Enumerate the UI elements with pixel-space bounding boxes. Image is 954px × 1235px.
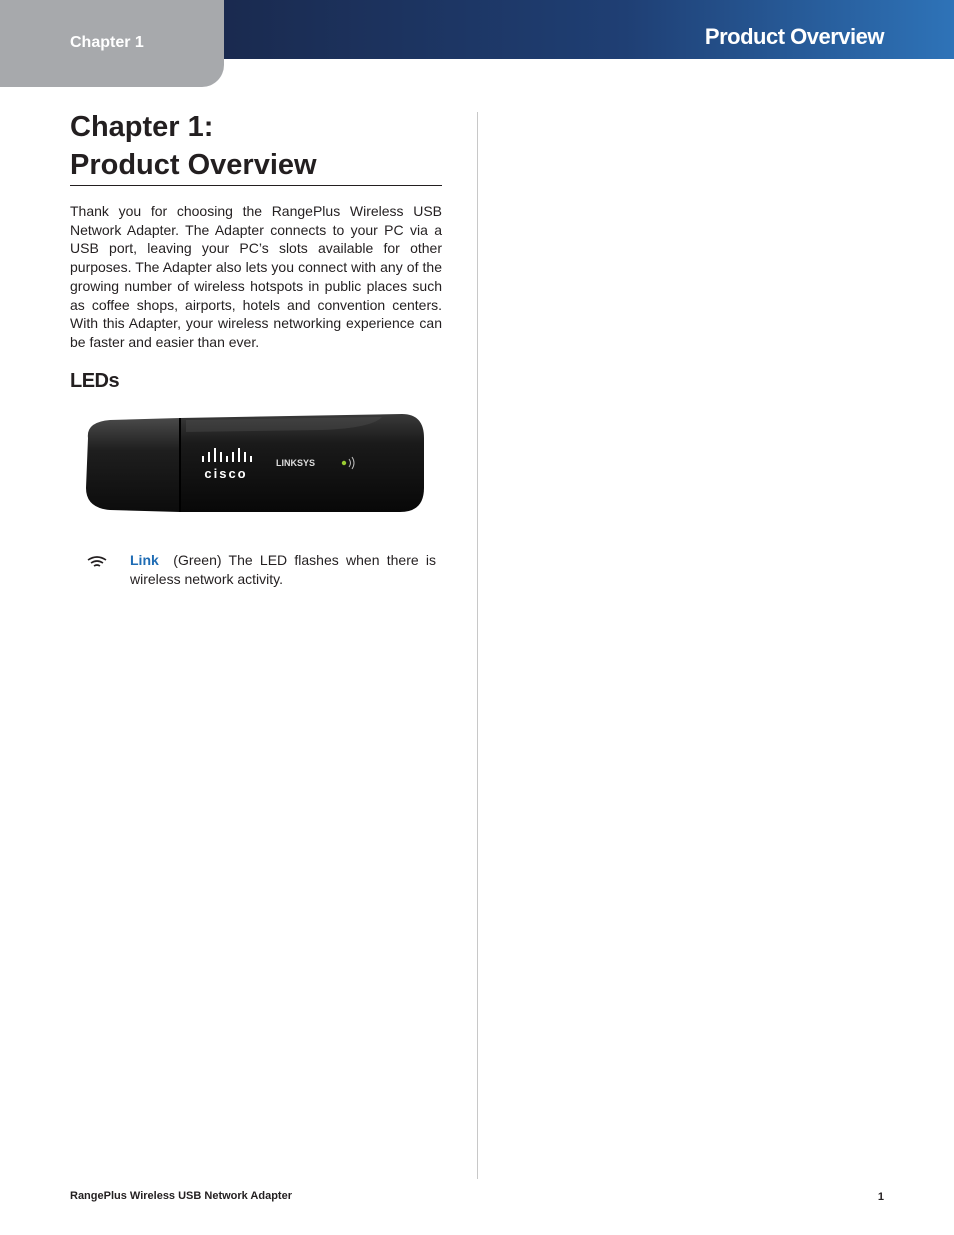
intro-paragraph: Thank you for choosing the RangePlus Wireless USB Network Adapter. The Adapter connects to your PC via a USB port, leaving your PC’s slots available for other purposes. The Adapter also lets you connect with any of the growing number of wireless hotspots in public places such as coffee shops, airports, hotels and convention centers. With this Adapter, your wireless networking experience can be faster and easier than ever. xyxy=(70,203,442,350)
led-description-text: (Green) The LED flashes when there is wireless network activity. xyxy=(130,552,437,587)
page-number: 1 xyxy=(877,1191,884,1203)
led-light xyxy=(342,461,346,465)
header-bar xyxy=(224,0,954,59)
led-description xyxy=(130,551,436,589)
led-item-link xyxy=(86,551,436,589)
usb-adapter-image xyxy=(82,408,428,520)
section-title: Product Overview xyxy=(704,24,884,49)
led-name: Link xyxy=(130,552,159,568)
page-title-line-1: Chapter 1: xyxy=(70,111,214,143)
cisco-logo-text: cisco xyxy=(204,466,248,481)
linksys-logo-text: LINKSYS xyxy=(276,458,316,468)
left-column xyxy=(70,108,442,587)
wireless-signal-icon xyxy=(86,555,108,569)
chapter-tab xyxy=(0,0,224,87)
chapter-tab-label: Chapter 1 xyxy=(70,34,144,51)
leds-heading: LEDs xyxy=(70,369,120,392)
page-title-line-2: Product Overview xyxy=(70,149,317,181)
column-divider xyxy=(477,112,478,1179)
page-title xyxy=(70,108,442,186)
footer-product-name: RangePlus Wireless USB Network Adapter xyxy=(70,1190,292,1202)
